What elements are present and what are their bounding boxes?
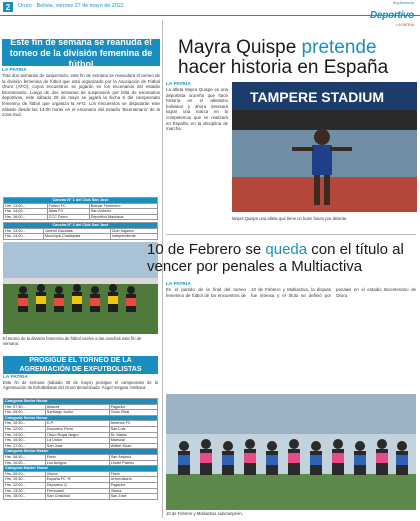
section-divider — [166, 234, 416, 235]
box-intro: Este fin de semana (sábado 28 de mayo) prosigue el campeonato de la Agremiación de Exfutbolistas del Oruro denominado 'Ángel Vergara Orellana'. — [3, 380, 158, 390]
table-cell: Hrs. 12:00.- — [4, 482, 46, 488]
caption-text: El torneo de la división femenina de fútbol vuelve a las canchas este fin de semana. — [3, 336, 142, 346]
table-cell: Deportivo Q — [45, 482, 109, 488]
brand-sup: Suplemento — [392, 0, 414, 5]
table-cell: San José — [45, 443, 109, 449]
table-cell: Juvenil Gaviotas — [43, 228, 110, 234]
schedule-table-2 — [3, 222, 158, 240]
headline-part: hacer historia en España — [178, 57, 389, 78]
table-cell: Municipal Challapata — [43, 234, 110, 240]
table-cell: Bolívar Femenino — [89, 203, 157, 209]
table-cell: Independiente — [110, 234, 157, 240]
top-article-tag: LA PATRIA — [166, 82, 191, 87]
team-photo-caption — [3, 336, 158, 346]
table-cell: Atlas FC — [47, 209, 89, 215]
table-cell: Hrs. 12:00.- — [4, 426, 46, 432]
brand-sub: LA PATRIA — [396, 23, 414, 27]
left-article — [2, 68, 160, 191]
left-article-body: Tras dos semanas de suspensión, este fin de semana se reanudará el torneo de la división femenina de fútbol que está organizado por la Asociación de Fútbol Oruro (AFO), cuyos encuentros se jugarán en los escenarios del estadio Bicentenario. Luego de dos semanas de suspensión por falta de escenarios deportivos, este sábado 28 de mayo se jugará la fecha 6 del campeonato femenino de fútbol que organiza la AFO. Los encuentros se disputarán este sábado desde las 14:00 horas en el escenario del estadio 'Bicentenario' de la zona Sud. — [2, 73, 160, 118]
table-cell: Fénix — [109, 471, 157, 477]
table-cell: Fénix — [45, 454, 109, 460]
page-number: 2 — [3, 2, 13, 12]
bottom-article-body: En el partido de la final del torneo femenino de fútbol de los encuentros de 10 de Febrero y Multiactiva, la disputa fue intensa y el título se definió por penales en el estadio Bicentenario de Oruro. — [166, 287, 416, 298]
headline-accent: pretende — [301, 37, 377, 58]
section-heading: Categoría Senior Master — [4, 449, 158, 455]
table-cell: Los Amigos — [45, 460, 109, 466]
table-cell: San Luis — [109, 426, 157, 432]
headline-part: Mayra Quispe — [178, 37, 302, 58]
team-photo — [3, 242, 158, 334]
table-cell: Lindor Patrios — [109, 460, 157, 466]
table-cell: Hrs. 14:00.- — [4, 209, 48, 215]
table-cell: Hrs. 13:00.- — [4, 203, 48, 209]
section-heading: Categoría Senior Honor — [4, 399, 158, 405]
left-article-tag: LA PATRIA — [2, 68, 27, 73]
top-article-text — [166, 82, 228, 229]
table-cell: La Unión — [45, 438, 109, 444]
table-cell: Dr. Matos — [109, 432, 157, 438]
table-cell: Hrs. 10:30.- — [4, 421, 46, 427]
box-tag: LA PATRIA — [3, 375, 28, 380]
table-cell: Mariscal — [109, 438, 157, 444]
athlete-photo-art — [232, 82, 417, 212]
table-row — [4, 234, 158, 240]
dateline: Oruro - Bolivia, viernes 27 de mayo de 2022 — [18, 3, 124, 9]
table-cell: Ferrocarril — [45, 488, 109, 494]
stadium-banner: TAMPERE STADIUM — [250, 89, 385, 105]
table-cell: Oruro Real — [109, 410, 157, 416]
table-cell: CCC Oruro — [47, 214, 89, 220]
box-table — [3, 398, 158, 500]
table-cell: Hrs. 16:00.- — [4, 214, 48, 220]
table-row — [4, 214, 158, 220]
table-cell: Deportivo Ferro — [45, 426, 109, 432]
table-cell: Hrs. 13:30.- — [4, 488, 46, 494]
table-cell: Universitario — [109, 477, 157, 483]
table-cell: Club Sajama — [110, 228, 157, 234]
final-photo — [166, 394, 416, 510]
athlete-caption — [232, 216, 417, 221]
team-photo-art — [3, 242, 158, 334]
box-intro-wrap — [3, 375, 158, 395]
left-article-title: Este fin de semana se reanuda el torneo de la división femenina de fútbol — [2, 40, 160, 66]
table-title: Cancha N° 1 del Club San José — [4, 198, 158, 204]
header-rule — [0, 15, 420, 16]
table-cell: Hrs. 07:30.- — [4, 404, 46, 410]
table-cell: D.P. — [45, 421, 109, 427]
table-cell: Hrs. 10:00.- — [4, 460, 46, 466]
table-cell: Hrs. 13:00.- — [4, 228, 44, 234]
table-cell: Santiago Junior — [45, 410, 109, 416]
table-cell: Hrs. 14:00.- — [4, 432, 46, 438]
section-heading: Categoría Master Honor — [4, 466, 158, 472]
final-photo-art — [166, 394, 416, 510]
schedule-table-1 — [3, 197, 158, 220]
section-heading: Categoría Senior Honor — [4, 415, 158, 421]
bottom-article-tag: LA PATRIA — [166, 282, 191, 287]
bottom-headline — [147, 241, 417, 275]
final-caption — [166, 511, 416, 516]
table-cell: Hrs. 10:30.- — [4, 477, 46, 483]
table-cell: San José — [109, 494, 157, 500]
table-cell: San Antonio — [89, 209, 157, 215]
bottom-article-text — [166, 282, 416, 397]
top-headline — [178, 38, 416, 78]
table-cell: Vitoria — [45, 471, 109, 477]
athlete-photo — [232, 82, 417, 212]
brand-logo — [370, 0, 414, 27]
caption-text: Mayra Quispe una atleta que tiene un buen futuro por delante. — [232, 216, 348, 221]
table-cell: Alianza — [45, 404, 109, 410]
table-title: Cancha N° 2 del Club San José — [4, 223, 158, 229]
caption-text: 10 de Febrero y Multiactiva subcampeón. — [166, 511, 243, 516]
table-cell: San Antonio — [109, 454, 157, 460]
table-cell: Pagador — [109, 404, 157, 410]
table-cell: Deportivo Machaca — [89, 214, 157, 220]
table-cell: Oruro Royal Negro — [45, 432, 109, 438]
table-cell: Hrs. 09:00.- — [4, 471, 46, 477]
headline-part: con el título al vencer por penales a Multiactiva — [147, 241, 404, 275]
headline-part: 10 de Febrero se — [147, 241, 266, 258]
table-cell: Hrs. 14:00.- — [4, 234, 44, 240]
table-cell: Futuro FC — [47, 203, 89, 209]
table-cell: Hrs. 09:00.- — [4, 410, 46, 416]
table-cell: Hrs. 15:00.- — [4, 494, 46, 500]
table-cell: Wálter Khan — [109, 443, 157, 449]
table-cell: Hrs. 08:30.- — [4, 454, 46, 460]
top-article-body: La atleta Mayra Quispe es una deportista orureña que hace historia en el atletismo boliviano y ahora intentará lograr una marca en la competencia que se realizará en España, en la disciplina de marcha. — [166, 87, 228, 132]
table-cell: Vitoria — [109, 488, 157, 494]
table-cell: Hrs. 17:00.- — [4, 443, 46, 449]
table-cell: Hrs. 15:30.- — [4, 438, 46, 444]
box-title: PROSIGUE EL TORNEO DE LA AGREMIACIÓN DE EXFUTBOLISTAS — [3, 356, 158, 374]
table-cell: Pagador — [109, 482, 157, 488]
headline-accent: queda — [265, 241, 308, 258]
table-row — [4, 494, 158, 500]
table-cell: San Cristóbal — [45, 494, 109, 500]
table-cell: España FC 'H' — [45, 477, 109, 483]
table-cell: América FC — [109, 421, 157, 427]
